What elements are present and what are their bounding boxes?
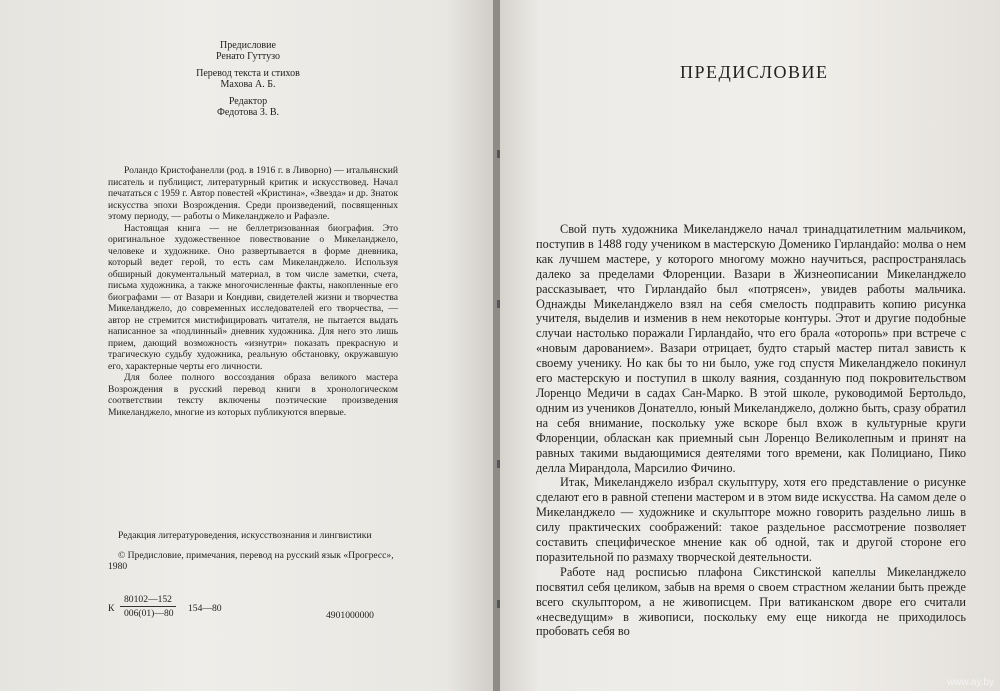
preface-paragraph: Итак, Микеланджело избрал скульптуру, хотя его представление о рисунке сделают его в равной степени мастером и в этом виде искусства. На самом деле о Микеланджело — художнике и скульпторе можно говорить раздельно лишь в силу практических соображений: такое раздельное рассмотрение позволяет составить специфическое мнение как об одной, так и другой стороне его поразительной по размаху творческой деятельности. xyxy=(536,475,966,564)
credit-role: Перевод текста и стихов xyxy=(196,68,300,79)
preface-body xyxy=(536,222,966,639)
preface-paragraph: Работе над росписью плафона Сикстинской капеллы Микеланджело посвятил себя целиком, забыв на время о своем страстном желании быть прежде всего скульптором, а не живописцем. При ватиканском дворе его считали «несведущим» в живописи, поскольку ему еще никогда не приходилось пробовать себя во xyxy=(536,564,966,639)
catalog-denominator: 006(01)—80 xyxy=(124,608,174,619)
imprint xyxy=(108,530,398,573)
catalog-numerator: 80102—152 xyxy=(120,594,176,607)
catalog-k-letter: К xyxy=(108,603,115,614)
credit-name: Махова А. Б. xyxy=(220,79,276,90)
credit-name: Федотова З. В. xyxy=(216,107,280,118)
watermark: www.ay.by xyxy=(946,677,994,688)
credit-role: Предисловие xyxy=(220,40,276,51)
credit-translation xyxy=(0,68,496,90)
credit-role: Редактор xyxy=(228,96,268,107)
imprint-copyright: © Предисловие, примечания, перевод на русский язык «Прогресс», 1980 xyxy=(108,549,394,572)
author-bio xyxy=(108,165,398,418)
imprint-editorial: Редакция литературоведения, искусствознания и лингвистики xyxy=(118,530,372,541)
credit-name: Ренато Гуттузо xyxy=(215,51,281,62)
bio-paragraph: Для более полного воссоздания образа великого мастера Возрождения в русский перевод книги в хронологическом соответствии тексту включены поэтические произведения Микеланджело, многие из которых публикуются впервые. xyxy=(108,372,398,418)
catalog-suffix: 154—80 xyxy=(188,603,222,614)
credit-editor xyxy=(0,96,496,118)
catalog-code: 4901000000 xyxy=(326,610,374,621)
page-title: ПРЕДИСЛОВИЕ xyxy=(680,62,829,82)
credit-preface xyxy=(0,40,496,62)
bio-paragraph: Роландо Кристофанелли (род. в 1916 г. в Ливорно) — итальянский писатель и публицист, литературный критик и искусствовед. Начал печататься с 1959 г. Автор повестей «Кристина», «Звезда» и др. Знаток искусства эпохи Возрождения. Среди произведений, посвященных этому периоду, — работы о Микеланджело и Рафаэле. xyxy=(108,165,398,222)
left-page xyxy=(0,0,496,691)
preface-paragraph: Свой путь художника Микеланджело начал тринадцатилетним мальчиком, поступив в 1488 году учеником в мастерскую Доменико Гирландайо: молва о нем как лучшем мастере, у которого многому можно научиться, распространялась далеко за пределами Флоренции. Вазари в Жизнеописании Микеланджело рассказывает, что Гирландайо был «потрясен», увидев работы мальчика. Однажды Микеланджело взял на себя смелость подправить копию рисунка учителя, выделив и изменив в нем некоторые контуры. Этот и другие подобные случаи настолько поражали Гирландайо, что его брала «оторопь» при встрече с «новым дарованием». Вазари отрицает, будто старый мастер питал зависть к своему ученику. Но как бы то ни было, уже год спустя Микеланджело покинул его мастерскую и поступил в школу ваяния, созданную под покровительством Лоренцо Медичи в садах Сан-Марко. В этой школе, руководимой Бертольдо, одним из учеников Донателло, юный Микеланджело, должно быть, сразу обратил на себя внимание, поскольку уже вскоре был вхож в культурные круги Флоренции, обласкан как приемный сын Лоренцо Великолепным и принят на равных такими выдающимися деятелями того времени, как Полициано, Пико делла Мирандола, Марсилио Фичино. xyxy=(536,222,966,475)
bio-paragraph: Настоящая книга — не беллетризованная биография. Это оригинальное художественное повествование о Микеланджело, человеке и художнике. Оно развертывается в форме дневника, который ведет герой, то есть сам Микеланджело. Используя обширный документальный материал, в том числе заметки, счета, письма художника, а также многочисленные факты, накопленные его биографами — от Вазари и Кондиви, свидетелей жизни и творчества Микеланджело, до современных исследователей его творчества, — автор не стремится мистифицировать читателя, не пытается выдать написанное за «подлинный» дневник художника. Для него это лишь прием, дающий возможность «изнутри» показать прекрасную и трагическую судьбу художника, реальную обстановку, окружавшую его, характерные черты его личности. xyxy=(108,222,398,372)
